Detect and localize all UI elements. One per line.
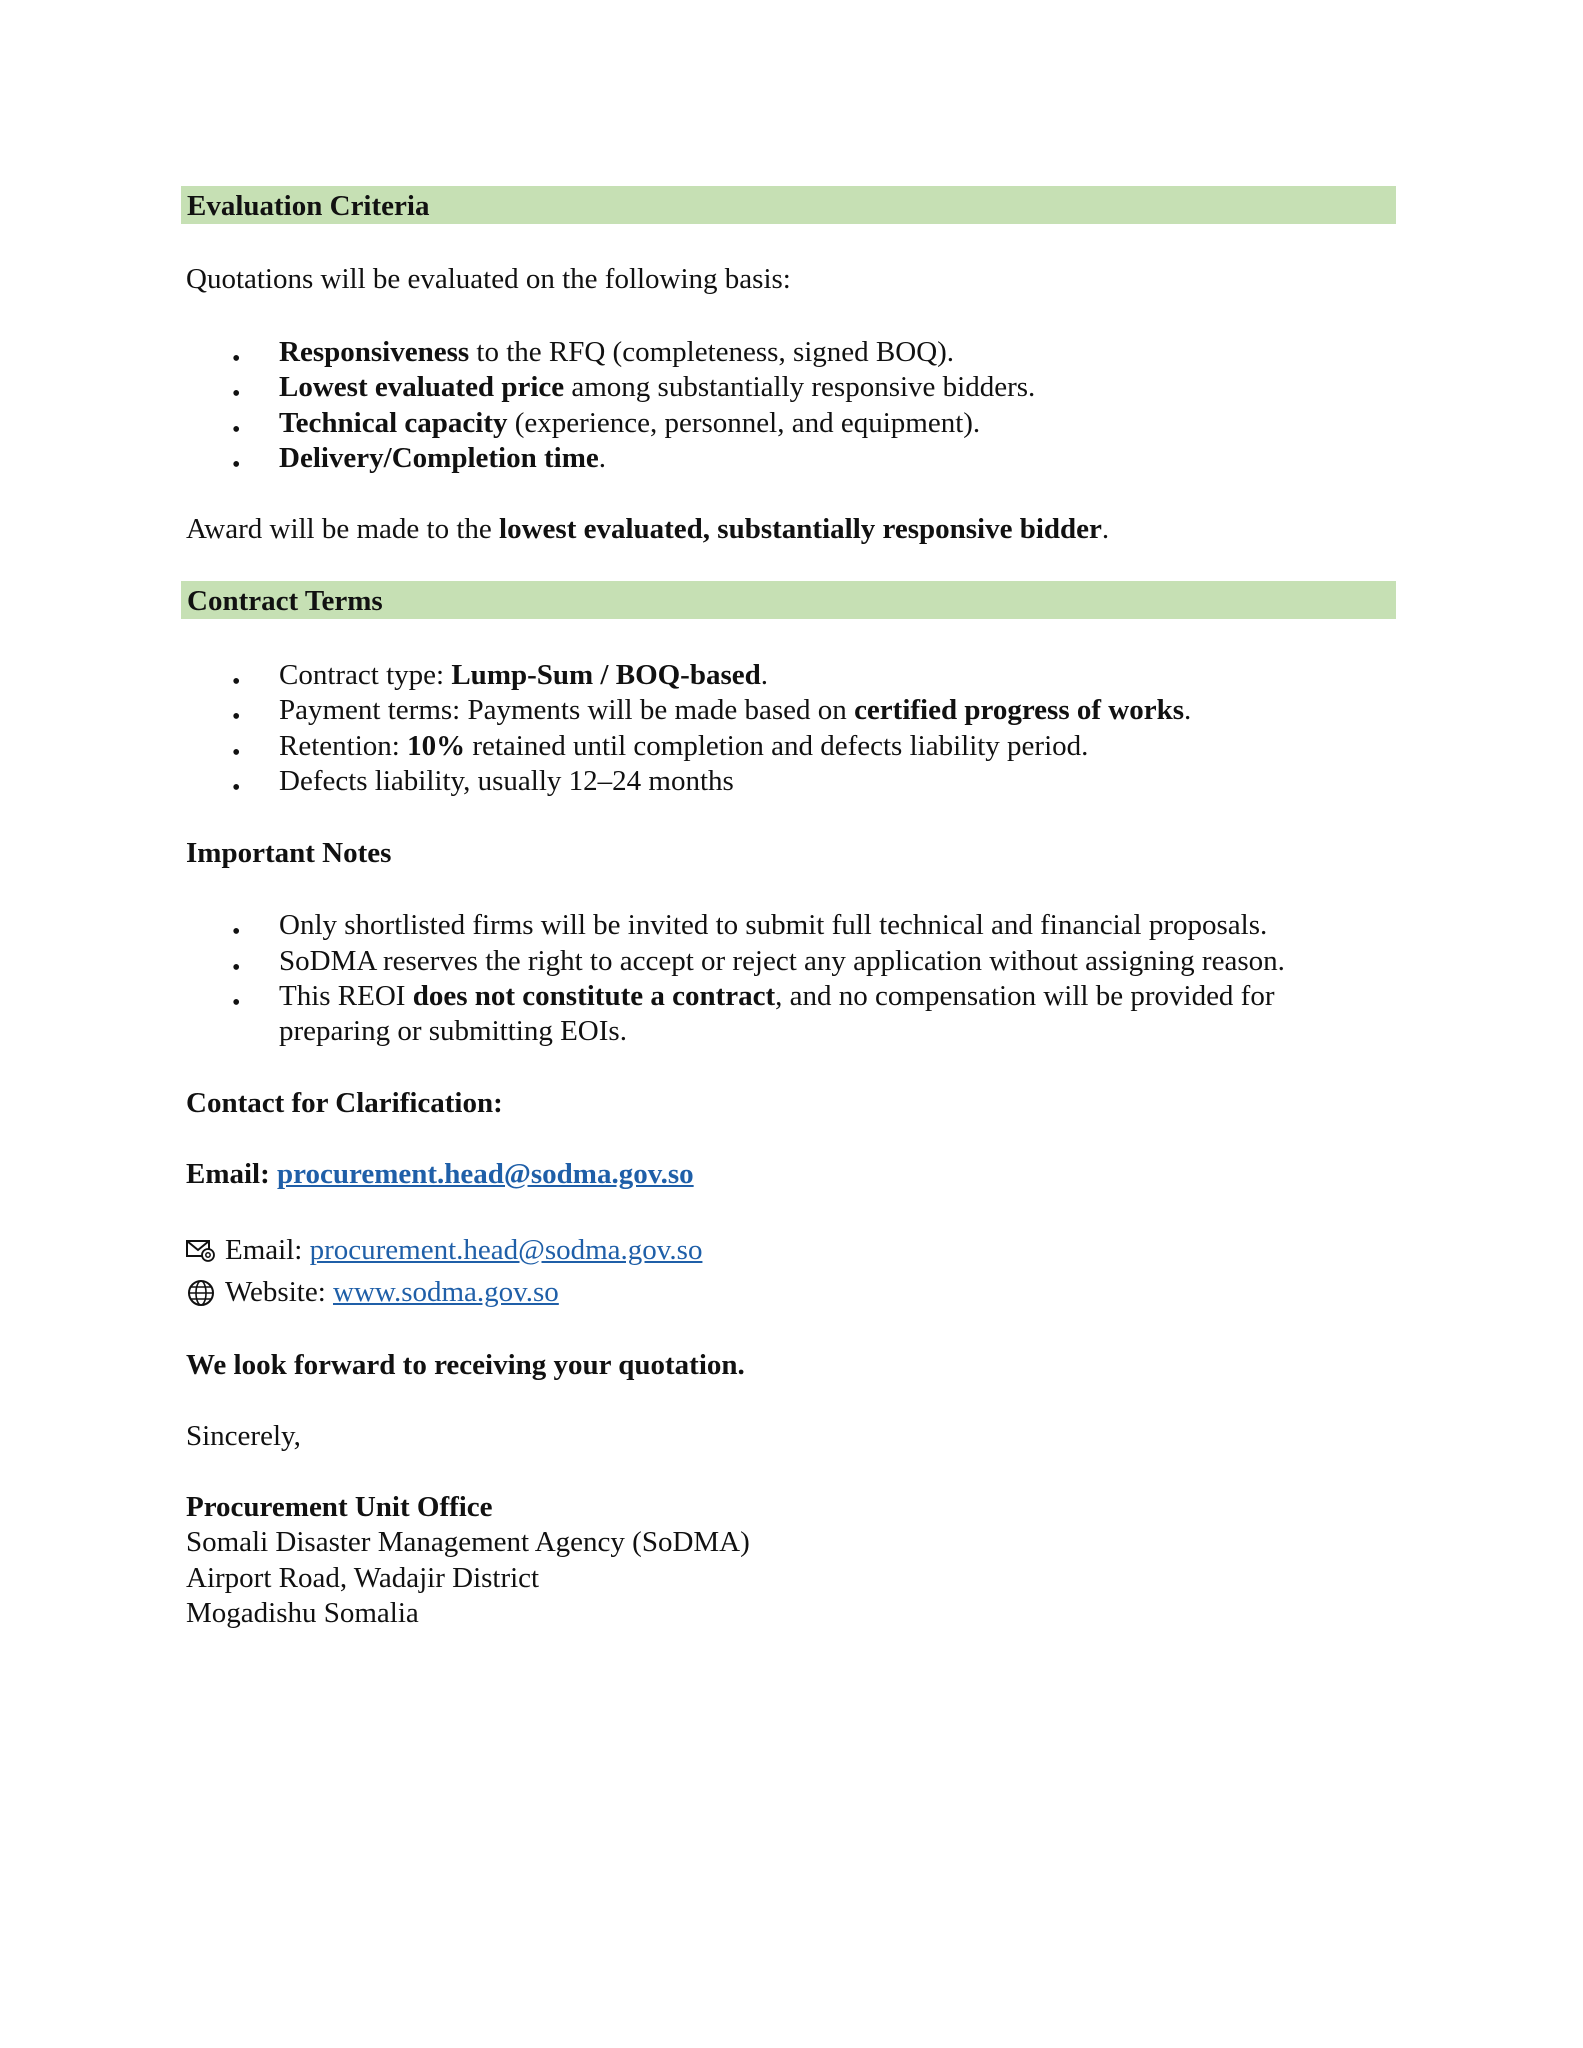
list-item	[279, 444, 606, 473]
item-text: Contract type:	[279, 659, 452, 691]
bullet-icon: •	[232, 955, 241, 981]
bullet-icon: •	[232, 775, 241, 801]
signature-road: Airport Road, Wadajir District	[186, 1562, 540, 1594]
item-bold: certified progress of works	[854, 694, 1185, 726]
signature-office: Procurement Unit Office	[186, 1491, 493, 1523]
list-item	[279, 982, 1275, 1011]
award-end: .	[1101, 513, 1110, 545]
item-text: This REOI	[279, 980, 413, 1012]
item-text: to the RFQ (completeness, signed BOQ).	[469, 336, 955, 368]
list-item	[279, 767, 734, 796]
item-text: .	[598, 442, 606, 474]
signature-city: Mogadishu Somalia	[186, 1597, 419, 1629]
item-bold: Delivery/Completion time	[279, 442, 599, 474]
item-text: Retention:	[279, 730, 408, 762]
list-item	[279, 409, 980, 438]
email-link-bold[interactable]: procurement.head@sodma.gov.so	[277, 1158, 694, 1190]
email-label: Email:	[186, 1158, 278, 1190]
list-item	[279, 338, 954, 367]
website-link[interactable]: www.sodma.gov.so	[333, 1276, 559, 1308]
section-band-contract	[181, 581, 1396, 619]
list-item-continuation: preparing or submitting EOIs.	[279, 1015, 627, 1047]
item-text: Only shortlisted firms will be invited to submit full technical and financial proposals.	[279, 909, 1268, 941]
evaluation-heading: Evaluation Criteria	[187, 190, 430, 222]
item-text: Payment terms: Payments will be made based on	[279, 694, 855, 726]
section-band-evaluation	[181, 186, 1396, 224]
list-item	[279, 911, 1267, 940]
item-bold: does not constitute a contract	[412, 980, 776, 1012]
bullet-icon: •	[232, 381, 241, 407]
item-text: , and no compensation will be provided for	[775, 980, 1275, 1012]
bullet-icon: •	[232, 740, 241, 766]
award-bold: lowest evaluated, substantially responsive bidder	[499, 513, 1102, 545]
envelope-at-icon	[186, 1238, 216, 1262]
item-bold: Lowest evaluated price	[279, 371, 565, 403]
bullet-icon: •	[232, 346, 241, 372]
item-bold: 10%	[407, 730, 466, 762]
bullet-icon: •	[232, 704, 241, 730]
item-text: Defects liability, usually 12–24 months	[279, 765, 734, 797]
item-text: SoDMA reserves the right to accept or reject any application without assigning reason.	[279, 945, 1285, 977]
item-text: among substantially responsive bidders.	[564, 371, 1036, 403]
globe-icon	[187, 1279, 215, 1307]
item-bold: Responsiveness	[279, 336, 470, 368]
bullet-icon: •	[232, 417, 241, 443]
email-label: Email:	[225, 1234, 310, 1266]
evaluation-intro: Quotations will be evaluated on the following basis:	[186, 263, 791, 295]
signature-agency: Somali Disaster Management Agency (SoDMA)	[186, 1526, 750, 1558]
item-text: (experience, personnel, and equipment).	[507, 407, 981, 439]
list-item	[279, 696, 1191, 725]
notes-heading: Important Notes	[186, 837, 392, 869]
email-link[interactable]: procurement.head@sodma.gov.so	[309, 1234, 703, 1266]
item-text: .	[1184, 694, 1192, 726]
award-text: Award will be made to the	[186, 513, 500, 545]
bullet-icon: •	[232, 452, 241, 478]
bullet-icon: •	[232, 919, 241, 945]
bullet-icon: •	[232, 669, 241, 695]
email-row	[225, 1236, 702, 1265]
item-bold: Technical capacity	[279, 407, 508, 439]
list-item	[279, 661, 768, 690]
closing-sincerely: Sincerely,	[186, 1420, 301, 1452]
award-statement	[186, 515, 1109, 544]
website-label: Website:	[225, 1276, 333, 1308]
contact-email-bold-line	[186, 1160, 694, 1189]
list-item	[279, 947, 1285, 976]
list-item	[279, 373, 1035, 402]
list-item	[279, 732, 1088, 761]
website-row	[225, 1278, 559, 1307]
closing-forward: We look forward to receiving your quotation.	[186, 1349, 745, 1381]
item-text: retained until completion and defects liability period.	[465, 730, 1089, 762]
contact-heading: Contact for Clarification:	[186, 1087, 503, 1119]
item-bold: Lump-Sum / BOQ-based	[451, 659, 761, 691]
item-text: .	[760, 659, 769, 691]
bullet-icon: •	[232, 990, 241, 1016]
contract-heading: Contract Terms	[187, 585, 383, 617]
